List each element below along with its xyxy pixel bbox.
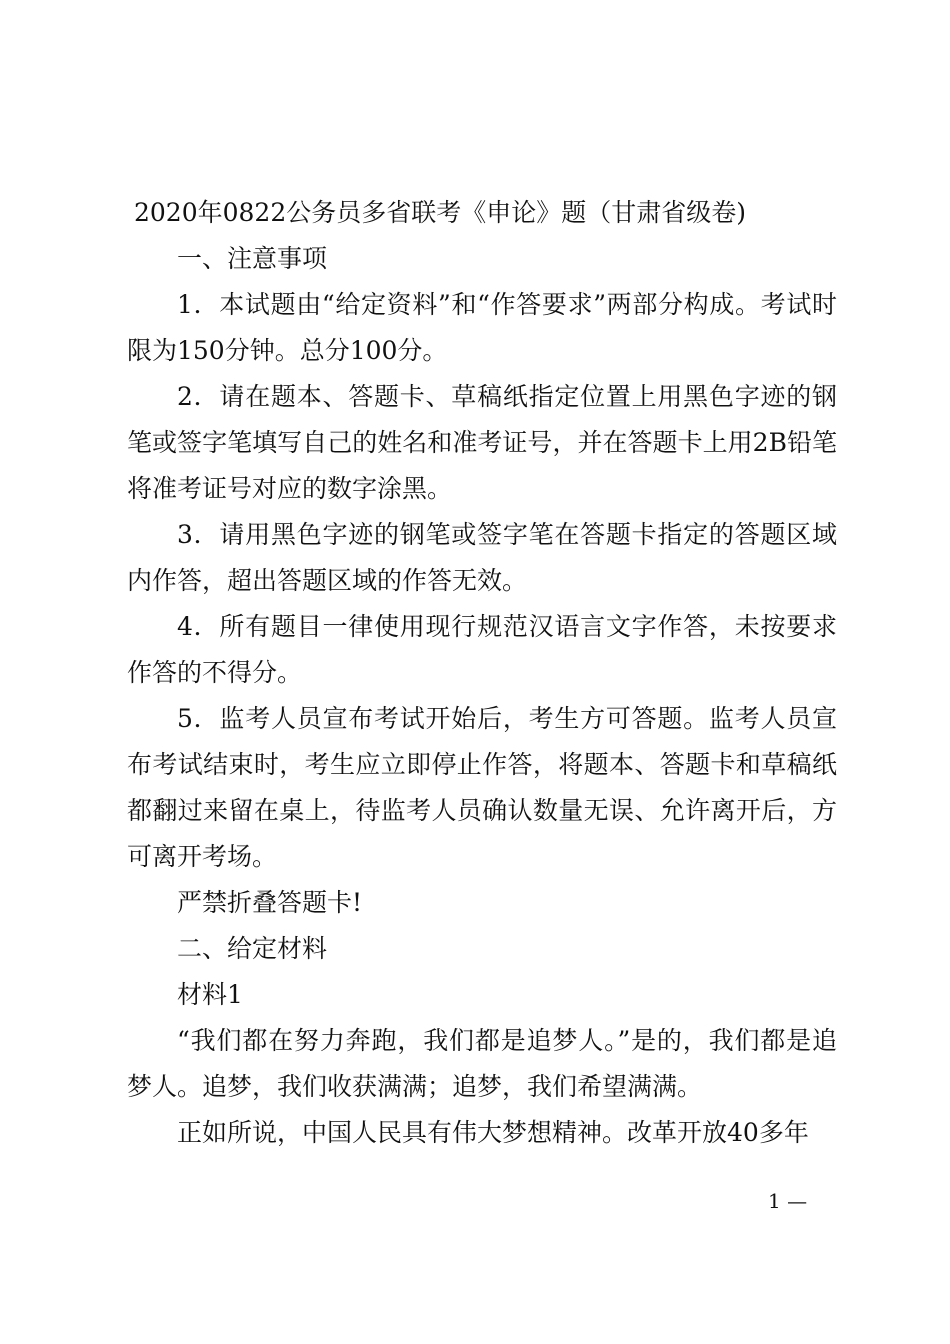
section-heading-notes: 一、注意事项 bbox=[177, 244, 328, 273]
document-body bbox=[127, 236, 837, 1156]
material-paragraph-2: 正如所说，中国人民具有伟大梦想精神。改革开放40多年 bbox=[177, 1118, 809, 1147]
material-label: 材料1 bbox=[177, 980, 243, 1009]
notice-item-3: 3．请用黑色字迹的钢笔或签字笔在答题卡指定的答题区域内作答，超出答题区域的作答无效。 bbox=[127, 520, 837, 595]
section-heading-materials: 二、给定材料 bbox=[177, 934, 328, 963]
notice-item-4: 4．所有题目一律使用现行规范汉语言文字作答，未按要求作答的不得分。 bbox=[127, 612, 837, 687]
notice-item-1: 1．本试题由“给定资料”和“作答要求”两部分构成。考试时限为150分钟。总分100分。 bbox=[127, 290, 837, 365]
warning-text: 严禁折叠答题卡! bbox=[177, 888, 363, 917]
document-title: 2020年0822公务员多省联考《申论》题（甘肃省级卷) bbox=[134, 198, 747, 227]
notice-item-5: 5．监考人员宣布考试开始后，考生方可答题。监考人员宣布考试结束时，考生应立即停止作答，将题本、答题卡和草稿纸都翻过来留在桌上，待监考人员确认数量无误、允许离开后，方可离开考场。 bbox=[127, 704, 837, 871]
material-paragraph-1: “我们都在努力奔跑，我们都是追梦人。”是的，我们都是追梦人。追梦，我们收获满满；追梦，我们希望满满。 bbox=[127, 1026, 837, 1101]
page-number: 1 — bbox=[768, 1189, 808, 1213]
notice-item-2: 2．请在题本、答题卡、草稿纸指定位置上用黑色字迹的钢笔或签字笔填写自己的姓名和准考证号，并在答题卡上用2B铅笔将准考证号对应的数字涂黑。 bbox=[127, 382, 837, 503]
